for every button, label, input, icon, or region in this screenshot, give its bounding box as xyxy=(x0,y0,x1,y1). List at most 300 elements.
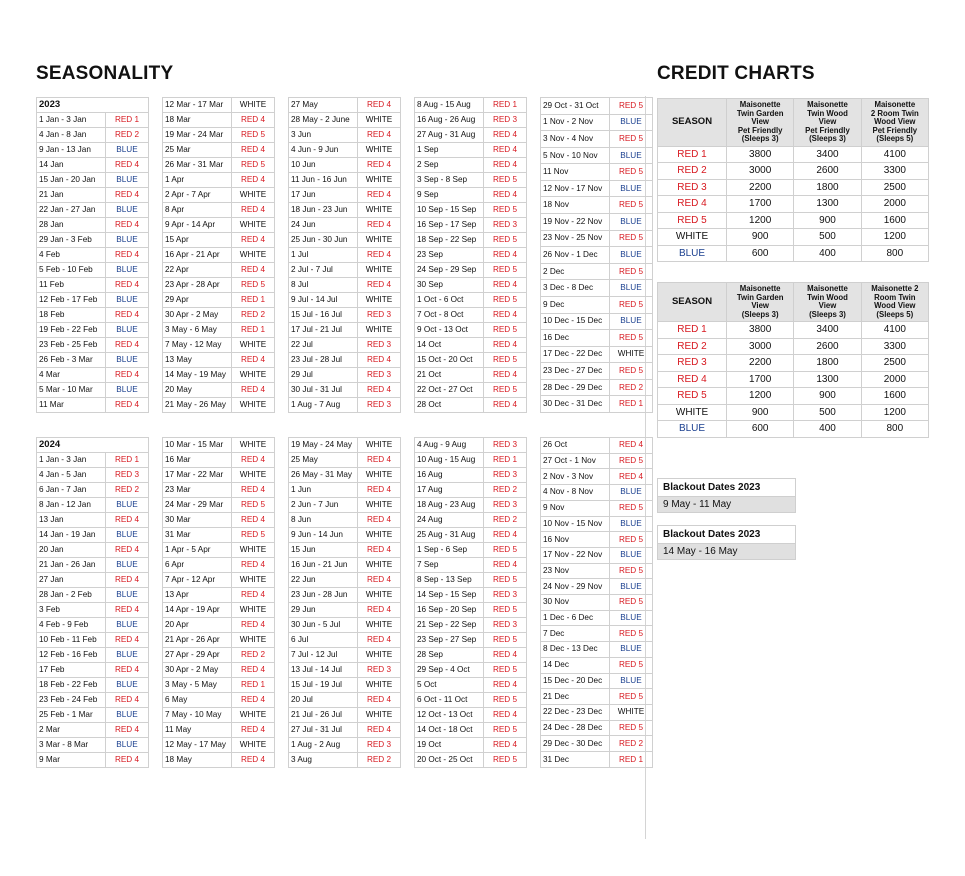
season-label: RED 5 xyxy=(610,131,653,148)
unit-type-header xyxy=(794,283,861,322)
season-label: RED 4 xyxy=(484,248,527,263)
season-label: RED 5 xyxy=(484,203,527,218)
blackout-dates: 14 May - 16 May xyxy=(657,543,796,560)
season-row xyxy=(289,128,401,143)
seasonality-2024 xyxy=(36,437,653,768)
date-range: 3 May - 6 May xyxy=(163,323,232,338)
season-row xyxy=(289,98,401,113)
season-label: RED 5 xyxy=(610,296,653,313)
date-range: 12 Feb - 17 Feb xyxy=(37,293,106,308)
season-row xyxy=(541,114,653,131)
credit-value: 900 xyxy=(727,229,794,246)
date-range: 8 Dec - 13 Dec xyxy=(541,642,610,658)
date-range: 5 Oct xyxy=(415,678,484,693)
season-row xyxy=(289,338,401,353)
date-range: 15 Jul - 19 Jul xyxy=(289,678,358,693)
season-row xyxy=(415,128,527,143)
date-range: 23 Sep xyxy=(415,248,484,263)
blackout-title: Blackout Dates 2023 xyxy=(657,525,796,543)
date-range: 4 Feb xyxy=(37,248,106,263)
season-row xyxy=(541,197,653,214)
date-range: 21 Oct xyxy=(415,368,484,383)
season-row xyxy=(415,738,527,753)
date-range: 30 Jun - 5 Jul xyxy=(289,618,358,633)
date-range: 28 Oct xyxy=(415,398,484,413)
date-range: 1 Sep xyxy=(415,143,484,158)
season-row xyxy=(541,280,653,297)
season-label: BLUE xyxy=(658,421,727,438)
unit-type-header xyxy=(861,283,928,322)
season-row xyxy=(163,248,275,263)
season-column xyxy=(288,437,401,768)
date-range: 16 Apr - 21 Apr xyxy=(163,248,232,263)
season-label: RED 3 xyxy=(658,355,727,372)
date-range: 21 Sep - 22 Sep xyxy=(415,618,484,633)
season-label: RED 5 xyxy=(610,720,653,736)
blackout-dates: 9 May - 11 May xyxy=(657,496,796,513)
season-row xyxy=(415,188,527,203)
season-row xyxy=(289,188,401,203)
season-label: RED 4 xyxy=(106,723,149,738)
credit-value: 1300 xyxy=(794,371,861,388)
season-label: WHITE xyxy=(610,346,653,363)
season-row xyxy=(415,248,527,263)
date-range: 17 Aug xyxy=(415,483,484,498)
season-column xyxy=(162,437,275,768)
season-row xyxy=(289,693,401,708)
date-range: 23 Mar xyxy=(163,483,232,498)
date-range: 3 Mar - 8 Mar xyxy=(37,738,106,753)
season-row xyxy=(415,323,527,338)
season-row xyxy=(37,633,149,648)
season-row xyxy=(163,368,275,383)
season-label: RED 4 xyxy=(232,513,275,528)
season-label: RED 3 xyxy=(484,218,527,233)
header-line: Maisonette xyxy=(739,284,781,293)
date-range: 18 Aug - 23 Aug xyxy=(415,498,484,513)
date-range: 1 Jan - 3 Jan xyxy=(37,453,106,468)
season-row xyxy=(415,368,527,383)
date-range: 3 Nov - 4 Nov xyxy=(541,131,610,148)
date-range: 17 Mar - 22 Mar xyxy=(163,468,232,483)
season-label: BLUE xyxy=(106,143,149,158)
season-label: WHITE xyxy=(232,218,275,233)
credit-charts-title: CREDIT CHARTS xyxy=(657,63,815,84)
date-range: 11 Feb xyxy=(37,278,106,293)
season-label: WHITE xyxy=(358,438,401,453)
date-range: 4 Mar xyxy=(37,368,106,383)
season-label: RED 1 xyxy=(484,453,527,468)
season-label: RED 5 xyxy=(484,263,527,278)
season-label: RED 4 xyxy=(106,398,149,413)
season-column xyxy=(288,97,401,413)
season-row xyxy=(415,498,527,513)
season-row xyxy=(163,398,275,413)
credit-row xyxy=(658,212,929,229)
season-label: BLUE xyxy=(610,610,653,626)
season-label: RED 4 xyxy=(106,248,149,263)
season-row xyxy=(541,736,653,752)
season-row xyxy=(37,663,149,678)
season-row xyxy=(163,158,275,173)
date-range: 23 Jun - 28 Jun xyxy=(289,588,358,603)
date-range: 14 May - 19 May xyxy=(163,368,232,383)
season-row xyxy=(163,573,275,588)
date-range: 5 Mar - 10 Mar xyxy=(37,383,106,398)
header-line: Wood View xyxy=(874,301,916,310)
season-label: WHITE xyxy=(358,233,401,248)
season-label: RED 5 xyxy=(232,498,275,513)
date-range: 13 Apr xyxy=(163,588,232,603)
season-label: BLUE xyxy=(610,547,653,563)
season-row xyxy=(415,158,527,173)
date-range: 13 Jan xyxy=(37,513,106,528)
season-row xyxy=(541,98,653,115)
credit-value: 1800 xyxy=(794,179,861,196)
season-row xyxy=(163,648,275,663)
date-range: 1 Aug - 7 Aug xyxy=(289,398,358,413)
season-label: RED 4 xyxy=(358,218,401,233)
season-label: RED 4 xyxy=(484,338,527,353)
season-row xyxy=(541,516,653,532)
season-label: BLUE xyxy=(610,214,653,231)
season-label: WHITE xyxy=(358,588,401,603)
season-label: RED 4 xyxy=(106,308,149,323)
credit-row xyxy=(658,338,929,355)
season-row xyxy=(541,595,653,611)
season-row xyxy=(37,723,149,738)
season-label: RED 4 xyxy=(232,483,275,498)
date-range: 21 Dec xyxy=(541,689,610,705)
season-label: BLUE xyxy=(610,247,653,264)
date-range: 13 Jul - 14 Jul xyxy=(289,663,358,678)
season-row xyxy=(541,313,653,330)
season-label: WHITE xyxy=(232,98,275,113)
season-row xyxy=(541,230,653,247)
season-label: WHITE xyxy=(232,368,275,383)
date-range: 23 Nov xyxy=(541,563,610,579)
header-line: Maisonette xyxy=(807,284,848,293)
season-label: RED 5 xyxy=(484,323,527,338)
season-label: RED 1 xyxy=(232,293,275,308)
season-row xyxy=(541,485,653,501)
season-row xyxy=(37,543,149,558)
season-label: BLUE xyxy=(106,293,149,308)
date-range: 7 Oct - 8 Oct xyxy=(415,308,484,323)
date-range: 25 Feb - 1 Mar xyxy=(37,708,106,723)
season-label: BLUE xyxy=(610,516,653,532)
season-row xyxy=(415,663,527,678)
season-row xyxy=(415,513,527,528)
date-range: 20 Oct - 25 Oct xyxy=(415,753,484,768)
season-row xyxy=(541,673,653,689)
season-row xyxy=(163,528,275,543)
season-label: WHITE xyxy=(232,543,275,558)
credit-value: 3300 xyxy=(861,338,928,355)
season-row xyxy=(289,113,401,128)
date-range: 24 Aug xyxy=(415,513,484,528)
season-row xyxy=(289,383,401,398)
credit-row xyxy=(658,245,929,262)
date-range: 17 Dec - 22 Dec xyxy=(541,346,610,363)
header-line: (Sleeps 3) xyxy=(809,134,846,143)
season-row xyxy=(541,563,653,579)
season-row xyxy=(163,693,275,708)
season-row xyxy=(541,657,653,673)
season-row xyxy=(163,218,275,233)
date-range: 10 Feb - 11 Feb xyxy=(37,633,106,648)
credit-value: 600 xyxy=(727,421,794,438)
season-label: BLUE xyxy=(106,678,149,693)
date-range: 2 Sep xyxy=(415,158,484,173)
date-range: 21 Jul - 26 Jul xyxy=(289,708,358,723)
season-label: RED 2 xyxy=(484,483,527,498)
credit-value: 2200 xyxy=(727,179,794,196)
date-range: 21 Jan - 26 Jan xyxy=(37,558,106,573)
season-column-header: SEASON xyxy=(658,99,727,147)
credit-row xyxy=(658,421,929,438)
season-row xyxy=(289,248,401,263)
date-range: 1 Dec - 6 Dec xyxy=(541,610,610,626)
season-label: RED 5 xyxy=(610,330,653,347)
season-label: RED 4 xyxy=(232,263,275,278)
credit-value: 800 xyxy=(861,245,928,262)
credit-value: 1200 xyxy=(727,388,794,405)
date-range: 4 Jan - 8 Jan xyxy=(37,128,106,143)
season-label: RED 1 xyxy=(232,323,275,338)
season-row xyxy=(289,618,401,633)
season-label: RED 2 xyxy=(484,513,527,528)
credit-value: 1700 xyxy=(727,196,794,213)
season-row xyxy=(163,353,275,368)
season-label: RED 4 xyxy=(358,248,401,263)
season-label: RED 3 xyxy=(106,468,149,483)
credit-value: 500 xyxy=(794,404,861,421)
season-row xyxy=(37,618,149,633)
season-row xyxy=(37,573,149,588)
season-label: RED 5 xyxy=(484,603,527,618)
season-label: WHITE xyxy=(658,229,727,246)
season-label: RED 3 xyxy=(358,738,401,753)
season-row xyxy=(163,438,275,453)
season-label: RED 1 xyxy=(484,98,527,113)
season-row xyxy=(163,708,275,723)
season-row xyxy=(289,203,401,218)
season-row xyxy=(37,353,149,368)
header-line: (Sleeps 5) xyxy=(876,309,914,319)
season-row xyxy=(415,543,527,558)
season-row xyxy=(37,558,149,573)
season-row xyxy=(37,203,149,218)
header-line: View xyxy=(751,117,769,126)
date-range: 19 Oct xyxy=(415,738,484,753)
season-row xyxy=(541,438,653,454)
credit-value: 2000 xyxy=(861,371,928,388)
date-range: 30 Sep xyxy=(415,278,484,293)
season-label: RED 4 xyxy=(232,618,275,633)
header-line: 2 Room Twin xyxy=(870,108,919,118)
credit-row xyxy=(658,322,929,339)
season-row xyxy=(163,618,275,633)
season-row xyxy=(37,293,149,308)
season-row xyxy=(541,214,653,231)
date-range: 29 Dec - 30 Dec xyxy=(541,736,610,752)
credit-value: 2200 xyxy=(727,355,794,372)
season-label: RED 4 xyxy=(610,438,653,454)
season-row xyxy=(415,218,527,233)
season-label: WHITE xyxy=(232,738,275,753)
season-row xyxy=(541,263,653,280)
season-label: RED 4 xyxy=(106,218,149,233)
season-label: RED 5 xyxy=(232,158,275,173)
season-label: RED 4 xyxy=(232,353,275,368)
season-row xyxy=(37,603,149,618)
season-row xyxy=(541,131,653,148)
season-label: RED 4 xyxy=(358,278,401,293)
date-range: 9 Oct - 13 Oct xyxy=(415,323,484,338)
credit-value: 1600 xyxy=(861,388,928,405)
date-range: 27 May xyxy=(289,98,358,113)
season-row xyxy=(289,543,401,558)
date-range: 15 Jan - 20 Jan xyxy=(37,173,106,188)
season-row xyxy=(163,603,275,618)
season-row xyxy=(289,233,401,248)
date-range: 29 Jan - 3 Feb xyxy=(37,233,106,248)
season-row xyxy=(37,468,149,483)
season-label: WHITE xyxy=(358,678,401,693)
credit-value: 900 xyxy=(727,404,794,421)
season-row xyxy=(289,158,401,173)
season-row xyxy=(163,468,275,483)
credit-value: 400 xyxy=(794,421,861,438)
season-label: RED 4 xyxy=(484,678,527,693)
season-label: RED 4 xyxy=(484,368,527,383)
date-range: 20 Jan xyxy=(37,543,106,558)
season-label: WHITE xyxy=(232,708,275,723)
date-range: 3 May - 5 May xyxy=(163,678,232,693)
season-label: BLUE xyxy=(610,114,653,131)
date-range: 24 Nov - 29 Nov xyxy=(541,579,610,595)
season-row xyxy=(37,398,149,413)
credit-value: 2000 xyxy=(861,196,928,213)
date-range: 30 Apr - 2 May xyxy=(163,663,232,678)
season-label: RED 4 xyxy=(106,543,149,558)
season-label: RED 5 xyxy=(610,230,653,247)
season-label: BLUE xyxy=(106,588,149,603)
season-label: RED 3 xyxy=(358,368,401,383)
header-line: View xyxy=(751,301,769,310)
season-row xyxy=(415,723,527,738)
season-label: RED 2 xyxy=(232,648,275,663)
season-label: RED 1 xyxy=(106,113,149,128)
season-label: RED 5 xyxy=(484,173,527,188)
date-range: 29 Sep - 4 Oct xyxy=(415,663,484,678)
season-label: WHITE xyxy=(610,704,653,720)
date-range: 30 Dec - 31 Dec xyxy=(541,396,610,413)
season-row xyxy=(37,233,149,248)
date-range: 8 Apr xyxy=(163,203,232,218)
date-range: 14 Dec xyxy=(541,657,610,673)
date-range: 8 Jun xyxy=(289,513,358,528)
season-label: RED 4 xyxy=(358,693,401,708)
year-heading: 2023 xyxy=(37,98,149,113)
season-row xyxy=(415,173,527,188)
date-range: 12 Feb - 16 Feb xyxy=(37,648,106,663)
date-range: 29 Apr xyxy=(163,293,232,308)
season-row xyxy=(541,330,653,347)
date-range: 29 Jun xyxy=(289,603,358,618)
date-range: 9 Dec xyxy=(541,296,610,313)
date-range: 26 Feb - 3 Mar xyxy=(37,353,106,368)
season-row xyxy=(37,483,149,498)
date-range: 23 Nov - 25 Nov xyxy=(541,230,610,247)
season-column xyxy=(414,437,527,768)
season-label: RED 4 xyxy=(232,588,275,603)
season-row xyxy=(541,579,653,595)
date-range: 26 Mar - 31 Mar xyxy=(163,158,232,173)
season-row xyxy=(289,573,401,588)
date-range: 9 Nov xyxy=(541,500,610,516)
date-range: 23 Feb - 25 Feb xyxy=(37,338,106,353)
season-label: RED 4 xyxy=(232,663,275,678)
season-row xyxy=(37,648,149,663)
date-range: 25 Aug - 31 Aug xyxy=(415,528,484,543)
credit-value: 3800 xyxy=(727,322,794,339)
credit-value: 1300 xyxy=(794,196,861,213)
season-row xyxy=(289,353,401,368)
season-label: RED 5 xyxy=(658,212,727,229)
season-row xyxy=(163,308,275,323)
date-range: 28 May - 2 June xyxy=(289,113,358,128)
date-range: 16 Dec xyxy=(541,330,610,347)
date-range: 23 Jul - 28 Jul xyxy=(289,353,358,368)
season-label: BLUE xyxy=(106,173,149,188)
season-label: RED 4 xyxy=(484,558,527,573)
date-range: 23 Sep - 27 Sep xyxy=(415,633,484,648)
date-range: 23 Apr - 28 Apr xyxy=(163,278,232,293)
credit-value: 1700 xyxy=(727,371,794,388)
season-label: WHITE xyxy=(358,468,401,483)
season-label: RED 5 xyxy=(610,657,653,673)
season-label: RED 5 xyxy=(484,543,527,558)
header-line: (Sleeps 3) xyxy=(741,134,779,143)
header-line: View xyxy=(818,301,837,310)
date-range: 28 Sep xyxy=(415,648,484,663)
date-range: 9 Sep xyxy=(415,188,484,203)
season-row xyxy=(541,704,653,720)
date-range: 27 Jan xyxy=(37,573,106,588)
season-label: RED 4 xyxy=(232,558,275,573)
season-label: WHITE xyxy=(232,338,275,353)
season-label: RED 4 xyxy=(106,513,149,528)
season-label: RED 4 xyxy=(358,483,401,498)
date-range: 28 Dec - 29 Dec xyxy=(541,379,610,396)
season-row xyxy=(163,383,275,398)
season-label: WHITE xyxy=(358,173,401,188)
season-label: WHITE xyxy=(232,603,275,618)
season-label: RED 5 xyxy=(484,693,527,708)
season-label: BLUE xyxy=(106,323,149,338)
date-range: 22 Dec - 23 Dec xyxy=(541,704,610,720)
season-label: RED 5 xyxy=(484,723,527,738)
header-line: Twin Wood xyxy=(807,108,848,118)
season-row xyxy=(289,513,401,528)
season-row xyxy=(415,453,527,468)
season-label: RED 5 xyxy=(610,626,653,642)
season-row xyxy=(37,128,149,143)
season-row xyxy=(289,663,401,678)
date-range: 1 Jan - 3 Jan xyxy=(37,113,106,128)
